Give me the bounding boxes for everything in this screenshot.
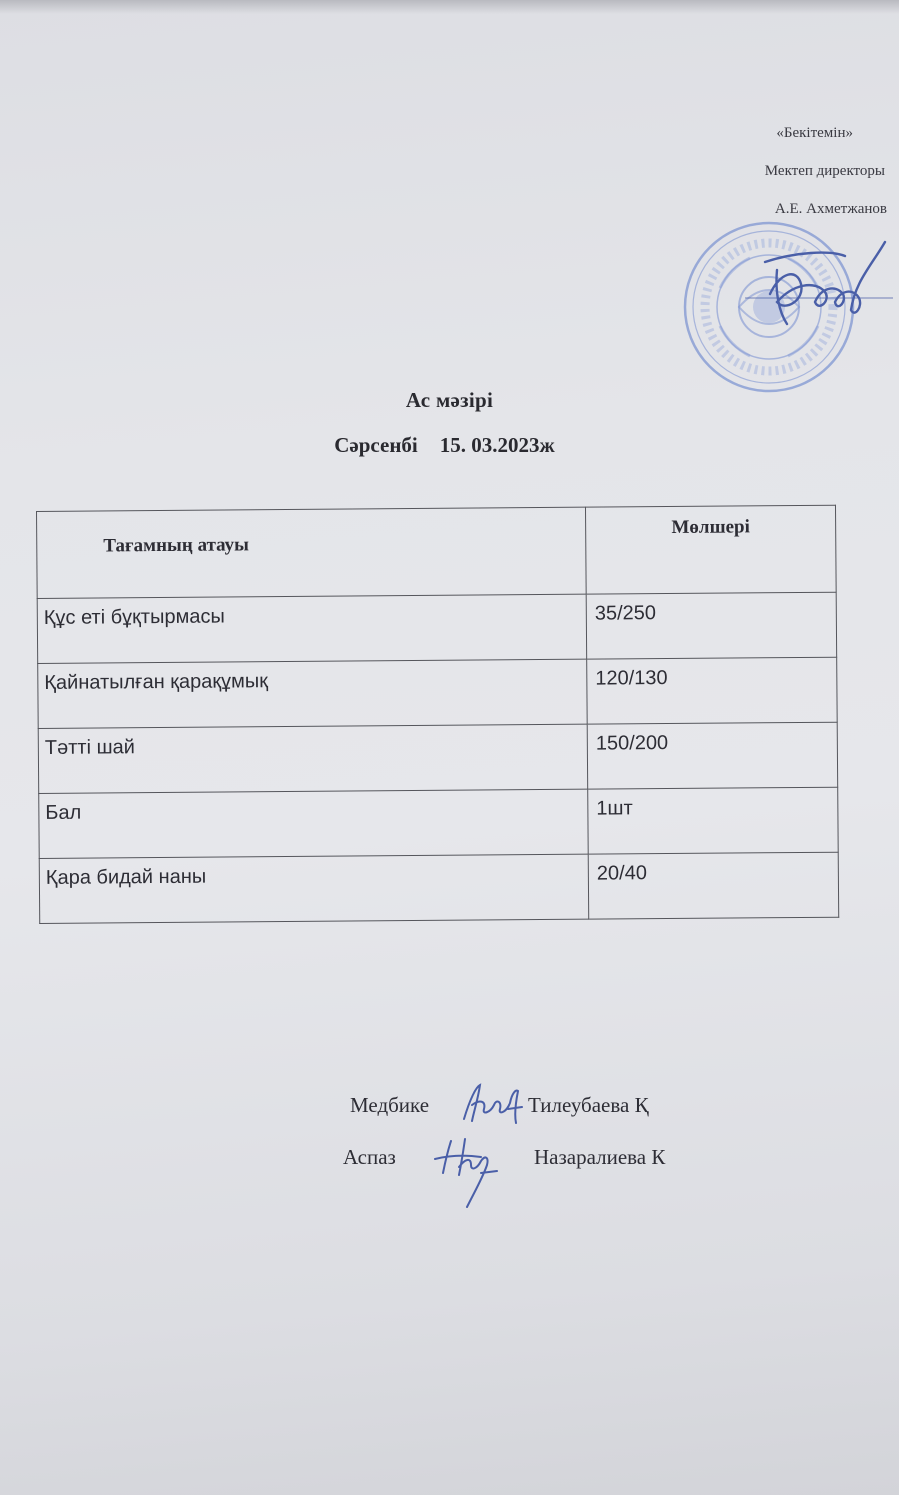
dish-name-cell: Тәтті шай — [38, 724, 587, 793]
page-edge-shadow — [0, 0, 899, 14]
dish-name-cell: Бал — [39, 789, 588, 858]
table-row — [39, 852, 838, 923]
table-header-row — [37, 505, 837, 598]
menu-title: Ас мәзірі — [405, 388, 494, 412]
table-row — [38, 657, 837, 728]
director-signature — [735, 232, 895, 342]
column-header-quantity: Мөлшері — [585, 505, 836, 594]
nurse-name: Тилеубаева Қ — [528, 1093, 649, 1117]
nurse-signature-row — [350, 1093, 649, 1118]
quantity-cell: 35/250 — [586, 592, 837, 659]
approval-director-name: А.Е. Ахметжанов — [774, 201, 887, 217]
menu-date: 15. 03.2023ж — [439, 433, 555, 457]
table-row — [37, 592, 836, 663]
approval-heading: «Бекітемін» — [776, 125, 853, 141]
cook-signature-row — [343, 1145, 666, 1170]
quantity-cell: 150/200 — [587, 722, 838, 789]
column-header-dish: Тағамның атауы — [37, 507, 587, 598]
menu-table — [36, 505, 839, 924]
table-row — [39, 787, 838, 858]
approval-position: Мектеп директоры — [764, 163, 885, 179]
quantity-cell: 1шт — [588, 787, 839, 854]
nurse-signature — [456, 1079, 526, 1129]
quantity-cell: 20/40 — [588, 852, 839, 919]
weekday: Сәрсенбі — [334, 433, 418, 457]
cook-role-label: Аспаз — [343, 1145, 396, 1169]
menu-date-line — [0, 433, 899, 458]
cook-signature — [431, 1133, 501, 1213]
quantity-cell: 120/130 — [587, 657, 838, 724]
table-row — [38, 722, 837, 793]
cook-name: Назаралиева К — [534, 1145, 666, 1169]
nurse-role-label: Медбике — [350, 1093, 430, 1117]
dish-name-cell: Құс еті бұқтырмасы — [37, 594, 586, 663]
dish-name-cell: Қайнатылған қарақұмық — [38, 659, 587, 728]
dish-name-cell: Қара бидай наны — [39, 854, 588, 923]
